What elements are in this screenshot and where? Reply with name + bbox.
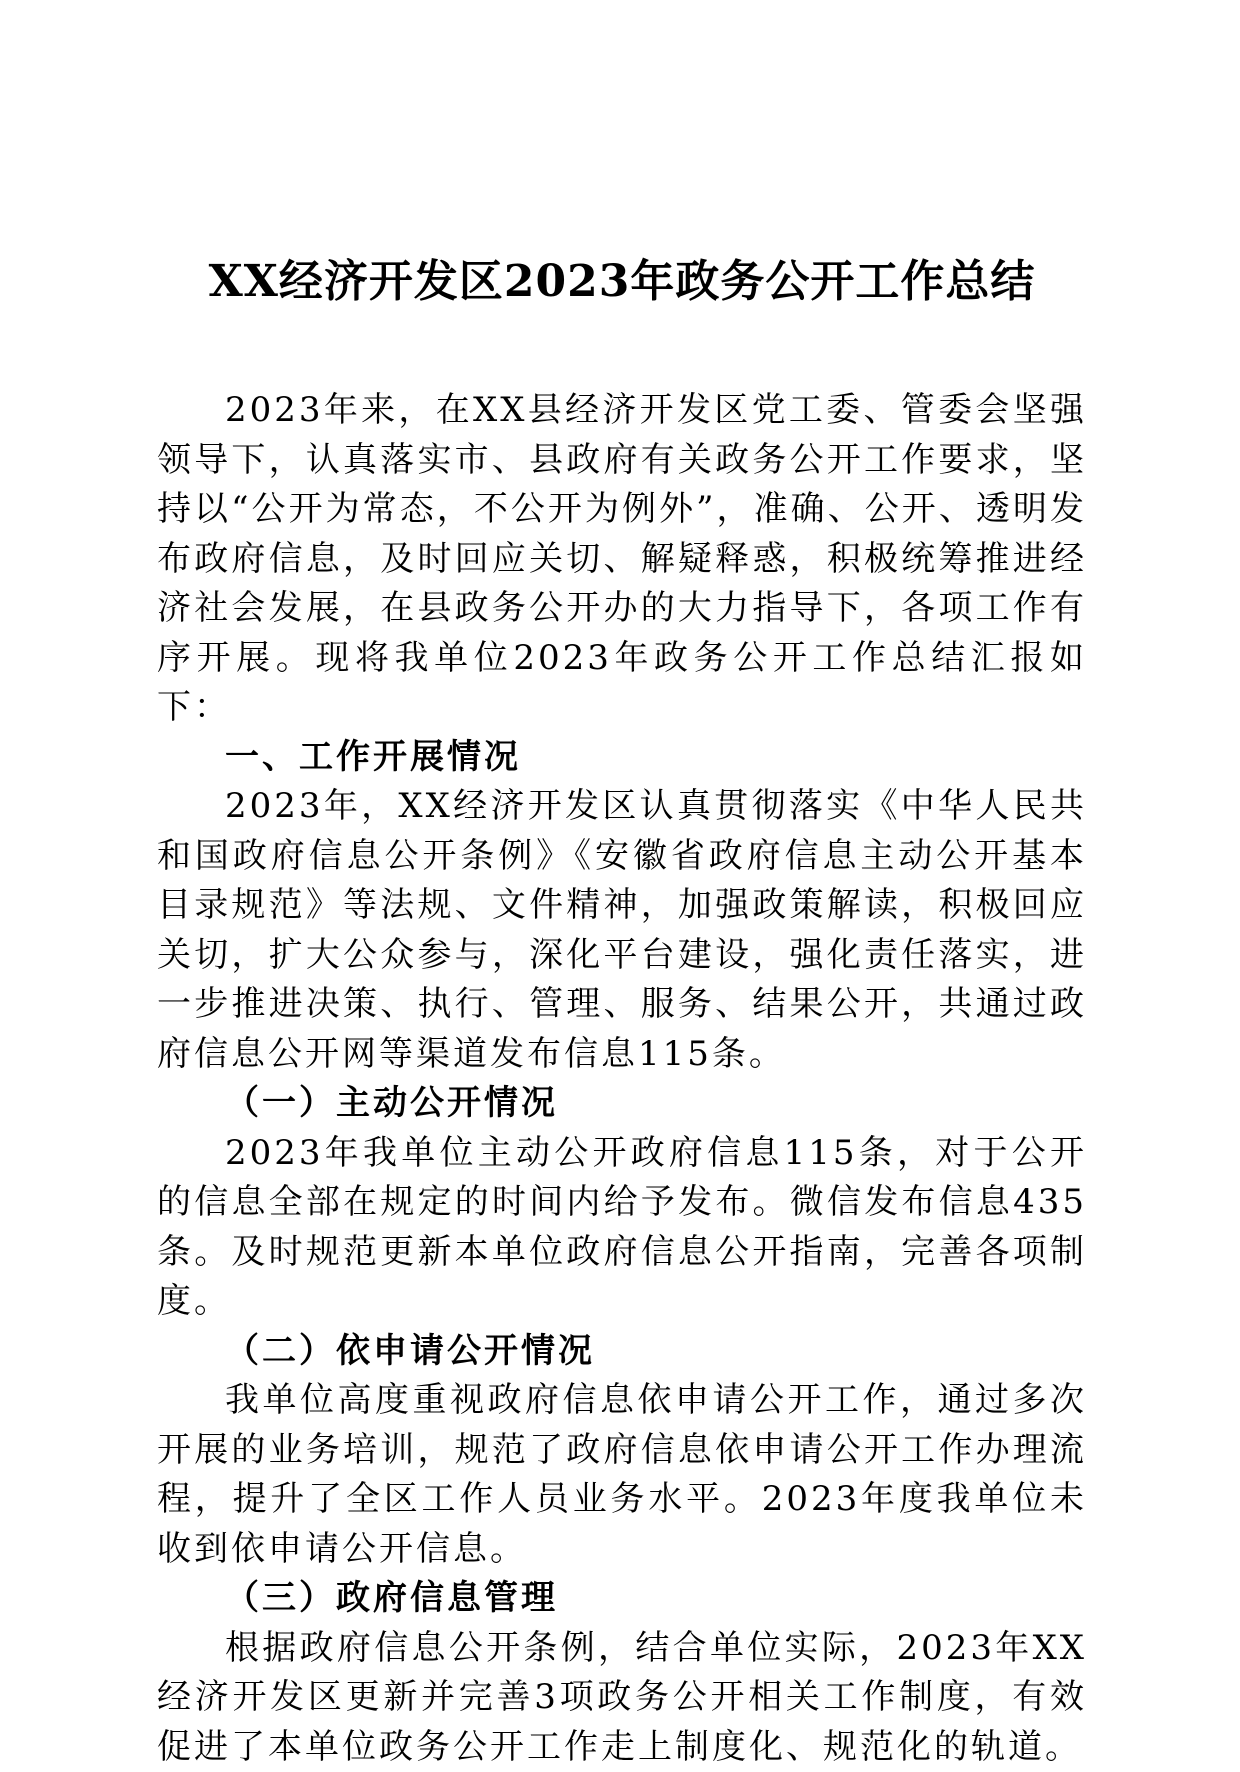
subsection-heading-proactive-disclosure: （一）主动公开情况 [157, 1079, 1087, 1129]
subsection-disclosure-on-request-paragraph: 我单位高度重视政府信息依申请公开工作，通过多次开展的业务培训，规范了政府信息依申请公开工作办理流程，提升了全区工作人员业务水平。2023年度我单位未收到依申请公开信息。 [157, 1376, 1087, 1574]
document-body [157, 250, 1087, 1772]
section-heading-work-overview: 一、工作开展情况 [157, 733, 1087, 783]
subsection-heading-information-management: （三）政府信息管理 [157, 1574, 1087, 1624]
section-work-overview-paragraph: 2023年，XX经济开发区认真贯彻落实《中华人民共和国政府信息公开条例》《安徽省政府信息主动公开基本目录规范》等法规、文件精神，加强政策解读，积极回应关切，扩大公众参与，深化平台建设，强化责任落实，进一步推进决策、执行、管理、服务、结果公开，共通过政府信息公开网等渠道发布信息115条。 [157, 782, 1087, 1079]
intro-paragraph: 2023年来，在XX县经济开发区党工委、管委会坚强领导下，认真落实市、县政府有关政务公开工作要求，坚持以“公开为常态，不公开为例外”，准确、公开、透明发布政府信息，及时回应关切、解疑释惑，积极统筹推进经济社会发展，在县政务公开办的大力指导下，各项工作有序开展。现将我单位2023年政务公开工作总结汇报如下： [157, 386, 1087, 733]
subsection-proactive-disclosure-paragraph: 2023年我单位主动公开政府信息115条，对于公开的信息全部在规定的时间内给予发布。微信发布信息435条。及时规范更新本单位政府信息公开指南，完善各项制度。 [157, 1129, 1087, 1327]
subsection-information-management-paragraph: 根据政府信息公开条例，结合单位实际，2023年XX经济开发区更新并完善3项政务公开相关工作制度，有效促进了本单位政务公开工作走上制度化、规范化的轨道。 [157, 1624, 1087, 1772]
document-title: XX经济开发区2023年政务公开工作总结 [157, 250, 1087, 314]
subsection-heading-disclosure-on-request: （二）依申请公开情况 [157, 1327, 1087, 1377]
